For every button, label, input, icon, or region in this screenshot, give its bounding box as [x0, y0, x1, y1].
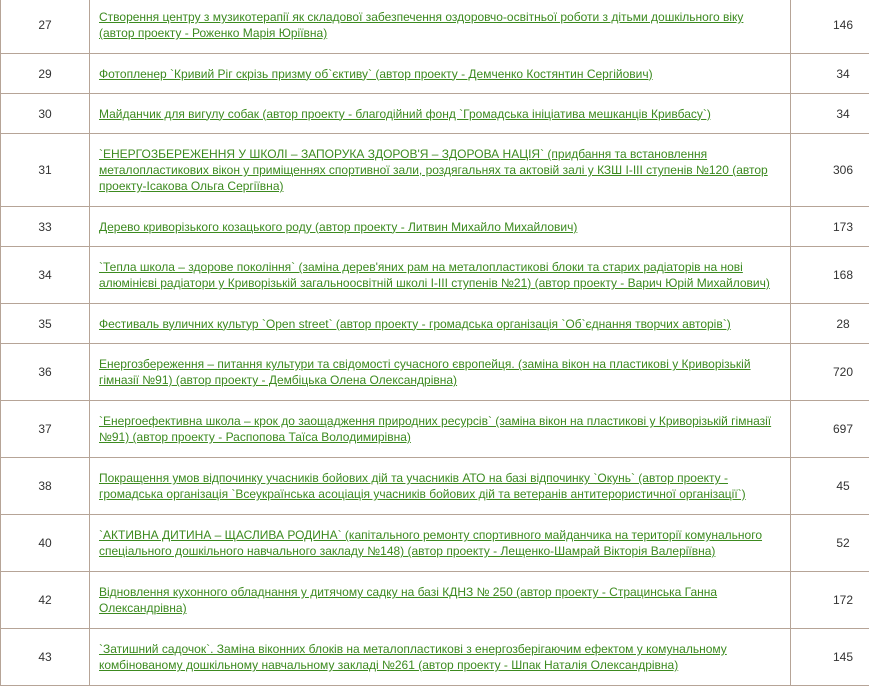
project-link[interactable]: Створення центру з музикотерапії як складової забезпечення оздоровчо-освітньої роботи з дітьми дошкільного віку (автор проекту - Роженко Марія Юріївна) [99, 10, 743, 40]
project-number: 31 [1, 134, 90, 207]
project-number: 35 [1, 304, 90, 344]
table-row [1, 247, 869, 304]
vote-count: 697 [791, 401, 869, 458]
table-row [1, 207, 869, 247]
table-row [1, 629, 869, 686]
table-row [1, 458, 869, 515]
project-number: 43 [1, 629, 90, 686]
project-cell [90, 134, 791, 207]
project-cell [90, 304, 791, 344]
project-cell [90, 401, 791, 458]
vote-count: 168 [791, 247, 869, 304]
project-number: 36 [1, 344, 90, 401]
project-number: 38 [1, 458, 90, 515]
project-link[interactable]: Майданчик для вигулу собак (автор проекту - благодійний фонд `Громадська ініціатива мешканців Кривбасу`) [99, 107, 711, 121]
project-cell [90, 572, 791, 629]
project-link[interactable]: Енергозбереження – питання культури та свідомості сучасного європейця. (заміна вікон на пластикові у Криворізькій гімназії №91) (автор проекту - Дембіцька Олена Олександрівна) [99, 357, 751, 387]
project-cell [90, 344, 791, 401]
project-number: 30 [1, 94, 90, 134]
project-number: 29 [1, 54, 90, 94]
project-link[interactable]: `АКТИВНА ДИТИНА – ЩАСЛИВА РОДИНА` (капітального ремонту спортивного майданчика на території комунального спеціального дошкільного навчального закладу №148) (автор проекту - Лещенко-Шамрай Вікторія Валеріївна) [99, 528, 762, 558]
vote-count: 52 [791, 515, 869, 572]
vote-count: 45 [791, 458, 869, 515]
table-row [1, 0, 869, 54]
vote-count: 146 [791, 0, 869, 54]
table-row [1, 134, 869, 207]
project-link[interactable]: `ЕНЕРГОЗБЕРЕЖЕННЯ У ШКОЛІ – ЗАПОРУКА ЗДОРОВ'Я – ЗДОРОВА НАЦІЯ` (придбання та встановлення металопластикових вікон у приміщеннях спортивної зали, роздягальнях та актовій залі у КЗШ І-ІІІ ступенів №120 (автор проекту-Ісакова Ольга Сергіївна) [99, 147, 768, 193]
project-cell [90, 458, 791, 515]
project-link[interactable]: Фотопленер `Кривий Ріг скрізь призму об`єктиву` (автор проекту - Демченко Костянтин Сергійович) [99, 67, 653, 81]
project-cell [90, 629, 791, 686]
project-cell [90, 515, 791, 572]
project-cell [90, 0, 791, 54]
table-row [1, 515, 869, 572]
table-row [1, 572, 869, 629]
project-link[interactable]: `Затишний садочок`. Заміна віконних блоків на металопластикові з енергозберігаючим ефектом у комунальному комбінованому дошкільному навчальному закладі №261 (автор проекту - Шпак Наталія Олександрівна) [99, 642, 727, 672]
table-row [1, 54, 869, 94]
vote-count: 34 [791, 94, 869, 134]
project-cell [90, 94, 791, 134]
project-number: 37 [1, 401, 90, 458]
vote-count: 34 [791, 54, 869, 94]
project-cell [90, 247, 791, 304]
project-link[interactable]: Дерево криворізького козацького роду (автор проекту - Литвин Михайло Михайлович) [99, 220, 577, 234]
project-number: 27 [1, 0, 90, 54]
project-link[interactable]: Відновлення кухонного обладнання у дитячому садку на базі КДНЗ № 250 (автор проекту - Страцинська Ганна Олександрівна) [99, 585, 717, 615]
project-link[interactable]: `Енергоефективна школа – крок до заощадження природних ресурсів` (заміна вікон на пластикові у Криворізькій гімназії №91) (автор проекту - Распопова Таїса Володимирівна) [99, 414, 771, 444]
project-link[interactable]: Фестиваль вуличних культур `Open street` (автор проекту - громадська організація `Об`єднання творчих авторів`) [99, 317, 731, 331]
vote-count: 28 [791, 304, 869, 344]
project-cell [90, 54, 791, 94]
table-row [1, 304, 869, 344]
vote-count: 306 [791, 134, 869, 207]
project-number: 40 [1, 515, 90, 572]
vote-count: 172 [791, 572, 869, 629]
project-number: 34 [1, 247, 90, 304]
project-number: 42 [1, 572, 90, 629]
project-link[interactable]: `Тепла школа – здорове покоління` (заміна дерев'яних рам на металопластикові блоки та старих радіаторів на нові алюмінієві радіатори у Криворізькій загальноосвітній школі І-ІІІ ступенів №21) (автор проекту - Варич Юрій Михайлович) [99, 260, 770, 290]
project-cell [90, 207, 791, 247]
table-row [1, 401, 869, 458]
project-link[interactable]: Покращення умов відпочинку учасників бойових дій та учасників АТО на базі відпочинку `Окунь` (автор проекту - громадська організація `Всеукраїнська асоціація учасників бойових дій та ветеранів антитерористичної організації`) [99, 471, 746, 501]
project-number: 33 [1, 207, 90, 247]
table-row [1, 94, 869, 134]
vote-count: 720 [791, 344, 869, 401]
table-row [1, 344, 869, 401]
vote-count: 173 [791, 207, 869, 247]
vote-count: 145 [791, 629, 869, 686]
